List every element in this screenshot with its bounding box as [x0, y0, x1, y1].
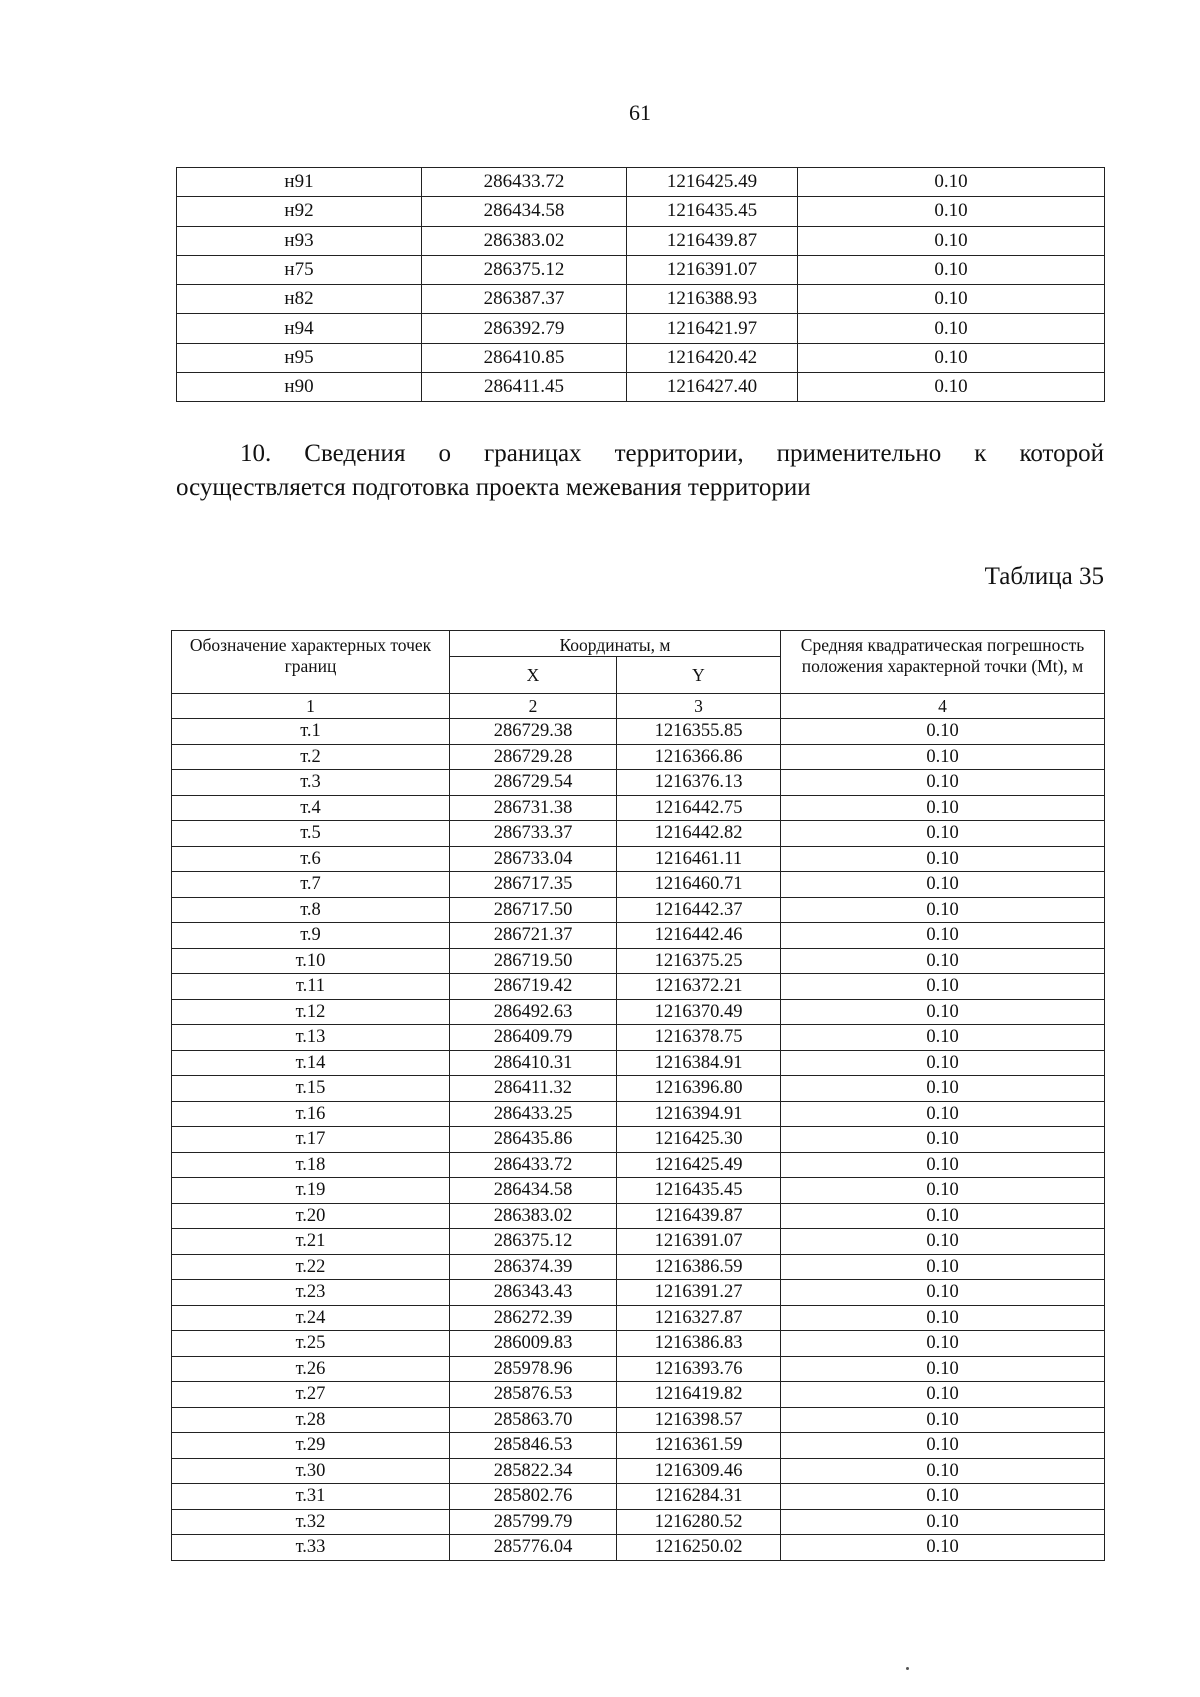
section-heading — [176, 437, 1104, 505]
table-row — [172, 1025, 1105, 1051]
table-row — [172, 999, 1105, 1025]
error-cell: 0.10 — [781, 1076, 1105, 1102]
point-name-cell: т.26 — [172, 1356, 450, 1382]
table-row — [172, 846, 1105, 872]
point-name-cell: н82 — [177, 285, 422, 314]
error-cell: 0.10 — [781, 744, 1105, 770]
point-name-cell: т.3 — [172, 770, 450, 796]
x-coordinate-cell: 286374.39 — [450, 1254, 617, 1280]
x-coordinate-cell: 286343.43 — [450, 1280, 617, 1306]
point-name-cell: н93 — [177, 226, 422, 255]
error-cell: 0.10 — [798, 314, 1105, 343]
y-coordinate-cell: 1216361.59 — [617, 1433, 781, 1459]
y-coordinate-cell: 1216439.87 — [627, 226, 798, 255]
page-number: 61 — [629, 100, 651, 125]
error-cell: 0.10 — [798, 226, 1105, 255]
error-cell: 0.10 — [781, 1025, 1105, 1051]
table-row — [177, 197, 1105, 226]
x-coordinate-cell: 286731.38 — [450, 795, 617, 821]
header-coordinates: Координаты, м — [450, 631, 781, 657]
x-coordinate-cell: 286411.32 — [450, 1076, 617, 1102]
x-coordinate-cell: 286433.72 — [422, 168, 627, 197]
x-coordinate-cell: 285846.53 — [450, 1433, 617, 1459]
error-cell: 0.10 — [781, 770, 1105, 796]
x-coordinate-cell: 286733.37 — [450, 821, 617, 847]
x-coordinate-cell: 286387.37 — [422, 285, 627, 314]
x-coordinate-cell: 286375.12 — [422, 255, 627, 284]
x-coordinate-cell: 286733.04 — [450, 846, 617, 872]
y-coordinate-cell: 1216439.87 — [617, 1203, 781, 1229]
error-cell: 0.10 — [781, 974, 1105, 1000]
table-row — [172, 1127, 1105, 1153]
point-name-cell: т.8 — [172, 897, 450, 923]
table-row — [172, 1254, 1105, 1280]
error-cell: 0.10 — [781, 719, 1105, 745]
x-coordinate-cell: 286433.72 — [450, 1152, 617, 1178]
point-name-cell: т.28 — [172, 1407, 450, 1433]
x-coordinate-cell: 286721.37 — [450, 923, 617, 949]
x-coordinate-cell: 286717.35 — [450, 872, 617, 898]
table-row — [172, 1305, 1105, 1331]
point-name-cell: т.12 — [172, 999, 450, 1025]
x-coordinate-cell: 286729.54 — [450, 770, 617, 796]
y-coordinate-cell: 1216370.49 — [617, 999, 781, 1025]
table-row — [172, 1280, 1105, 1306]
table-row — [172, 1101, 1105, 1127]
y-coordinate-cell: 1216396.80 — [617, 1076, 781, 1102]
y-coordinate-cell: 1216386.83 — [617, 1331, 781, 1357]
error-cell: 0.10 — [781, 1280, 1105, 1306]
error-cell: 0.10 — [781, 1407, 1105, 1433]
y-coordinate-cell: 1216376.13 — [617, 770, 781, 796]
y-coordinate-cell: 1216420.42 — [627, 343, 798, 372]
table-row — [177, 226, 1105, 255]
table-row — [172, 1229, 1105, 1255]
boundary-points-table-body — [172, 719, 1105, 1561]
x-coordinate-cell: 286409.79 — [450, 1025, 617, 1051]
x-coordinate-cell: 286729.38 — [450, 719, 617, 745]
error-cell: 0.10 — [781, 872, 1105, 898]
coordinates-table-continued — [176, 167, 1105, 402]
x-coordinate-cell: 286009.83 — [450, 1331, 617, 1357]
point-name-cell: т.2 — [172, 744, 450, 770]
table-row — [172, 897, 1105, 923]
point-name-cell: т.16 — [172, 1101, 450, 1127]
y-coordinate-cell: 1216391.07 — [627, 255, 798, 284]
table-row — [172, 1382, 1105, 1408]
error-cell: 0.10 — [798, 343, 1105, 372]
y-coordinate-cell: 1216442.37 — [617, 897, 781, 923]
error-cell: 0.10 — [781, 1509, 1105, 1535]
error-cell: 0.10 — [781, 1101, 1105, 1127]
x-coordinate-cell: 286435.86 — [450, 1127, 617, 1153]
point-name-cell: т.14 — [172, 1050, 450, 1076]
table-row — [172, 1484, 1105, 1510]
y-coordinate-cell: 1216391.27 — [617, 1280, 781, 1306]
y-coordinate-cell: 1216250.02 — [617, 1535, 781, 1561]
point-name-cell: т.19 — [172, 1178, 450, 1204]
x-coordinate-cell: 285876.53 — [450, 1382, 617, 1408]
y-coordinate-cell: 1216366.86 — [617, 744, 781, 770]
x-coordinate-cell: 286375.12 — [450, 1229, 617, 1255]
error-cell: 0.10 — [781, 897, 1105, 923]
point-name-cell: т.13 — [172, 1025, 450, 1051]
header-col-number-4: 4 — [781, 694, 1105, 719]
x-coordinate-cell: 286383.02 — [422, 226, 627, 255]
point-name-cell: т.27 — [172, 1382, 450, 1408]
error-cell: 0.10 — [781, 1433, 1105, 1459]
table-row — [172, 1433, 1105, 1459]
point-name-cell: н94 — [177, 314, 422, 343]
y-coordinate-cell: 1216378.75 — [617, 1025, 781, 1051]
point-name-cell: т.22 — [172, 1254, 450, 1280]
y-coordinate-cell: 1216419.82 — [617, 1382, 781, 1408]
table-row — [172, 974, 1105, 1000]
table-row — [172, 1407, 1105, 1433]
scan-speck — [906, 1667, 909, 1670]
point-name-cell: т.29 — [172, 1433, 450, 1459]
point-name-cell: т.15 — [172, 1076, 450, 1102]
table-row — [172, 872, 1105, 898]
x-coordinate-cell: 286411.45 — [422, 373, 627, 402]
point-name-cell: т.20 — [172, 1203, 450, 1229]
error-cell: 0.10 — [781, 1254, 1105, 1280]
section-heading-line-2: осуществляется подготовка проекта межевания территории — [176, 474, 811, 501]
x-coordinate-cell: 286492.63 — [450, 999, 617, 1025]
coordinates-table-body — [177, 168, 1105, 402]
error-cell: 0.10 — [781, 1382, 1105, 1408]
point-name-cell: т.32 — [172, 1509, 450, 1535]
y-coordinate-cell: 1216435.45 — [617, 1178, 781, 1204]
point-name-cell: н92 — [177, 197, 422, 226]
error-cell: 0.10 — [781, 948, 1105, 974]
point-name-cell: т.24 — [172, 1305, 450, 1331]
x-coordinate-cell: 286410.85 — [422, 343, 627, 372]
point-name-cell: т.9 — [172, 923, 450, 949]
y-coordinate-cell: 1216398.57 — [617, 1407, 781, 1433]
y-coordinate-cell: 1216442.46 — [617, 923, 781, 949]
table-row — [172, 1356, 1105, 1382]
point-name-cell: т.18 — [172, 1152, 450, 1178]
error-cell: 0.10 — [781, 795, 1105, 821]
y-coordinate-cell: 1216394.91 — [617, 1101, 781, 1127]
point-name-cell: н90 — [177, 373, 422, 402]
y-coordinate-cell: 1216309.46 — [617, 1458, 781, 1484]
y-coordinate-cell: 1216372.21 — [617, 974, 781, 1000]
error-cell: 0.10 — [781, 1050, 1105, 1076]
x-coordinate-cell: 286434.58 — [422, 197, 627, 226]
y-coordinate-cell: 1216425.30 — [617, 1127, 781, 1153]
header-col-number-3: 3 — [617, 694, 781, 719]
error-cell: 0.10 — [781, 821, 1105, 847]
y-coordinate-cell: 1216461.11 — [617, 846, 781, 872]
point-name-cell: т.7 — [172, 872, 450, 898]
error-cell: 0.10 — [781, 1484, 1105, 1510]
point-name-cell: т.31 — [172, 1484, 450, 1510]
x-coordinate-cell: 285978.96 — [450, 1356, 617, 1382]
table-row — [172, 795, 1105, 821]
table-row — [172, 1050, 1105, 1076]
y-coordinate-cell: 1216460.71 — [617, 872, 781, 898]
y-coordinate-cell: 1216391.07 — [617, 1229, 781, 1255]
y-coordinate-cell: 1216280.52 — [617, 1509, 781, 1535]
x-coordinate-cell: 286434.58 — [450, 1178, 617, 1204]
error-cell: 0.10 — [781, 846, 1105, 872]
x-coordinate-cell: 286719.50 — [450, 948, 617, 974]
table-row — [172, 923, 1105, 949]
section-heading-line-1: 10. Сведения о границах территории, применительно к которой — [240, 440, 1104, 467]
table-row — [177, 373, 1105, 402]
header-mean-square-error: Средняя квадратическая погрешность положения характерной точки (Mt), м — [781, 631, 1105, 694]
table-header — [172, 631, 1105, 719]
table-row — [172, 1535, 1105, 1561]
y-coordinate-cell: 1216427.40 — [627, 373, 798, 402]
table-row — [172, 719, 1105, 745]
y-coordinate-cell: 1216442.75 — [617, 795, 781, 821]
error-cell: 0.10 — [798, 197, 1105, 226]
error-cell: 0.10 — [798, 285, 1105, 314]
point-name-cell: т.1 — [172, 719, 450, 745]
table-row — [172, 948, 1105, 974]
table-row — [172, 770, 1105, 796]
header-col-number-1: 1 — [172, 694, 450, 719]
table-row — [172, 1509, 1105, 1535]
table-row — [172, 1458, 1105, 1484]
point-name-cell: н91 — [177, 168, 422, 197]
table-row — [172, 1331, 1105, 1357]
table-row — [177, 314, 1105, 343]
point-name-cell: т.5 — [172, 821, 450, 847]
point-name-cell: т.33 — [172, 1535, 450, 1561]
header-col-number-2: 2 — [450, 694, 617, 719]
y-coordinate-cell: 1216425.49 — [627, 168, 798, 197]
error-cell: 0.10 — [781, 1127, 1105, 1153]
y-coordinate-cell: 1216425.49 — [617, 1152, 781, 1178]
table-row — [172, 1152, 1105, 1178]
y-coordinate-cell: 1216284.31 — [617, 1484, 781, 1510]
x-coordinate-cell: 286410.31 — [450, 1050, 617, 1076]
header-y: Y — [617, 657, 781, 694]
error-cell: 0.10 — [781, 1305, 1105, 1331]
y-coordinate-cell: 1216327.87 — [617, 1305, 781, 1331]
x-coordinate-cell: 286433.25 — [450, 1101, 617, 1127]
x-coordinate-cell: 285822.34 — [450, 1458, 617, 1484]
error-cell: 0.10 — [781, 1458, 1105, 1484]
x-coordinate-cell: 285799.79 — [450, 1509, 617, 1535]
error-cell: 0.10 — [781, 1152, 1105, 1178]
point-name-cell: т.6 — [172, 846, 450, 872]
error-cell: 0.10 — [781, 1178, 1105, 1204]
y-coordinate-cell: 1216375.25 — [617, 948, 781, 974]
point-name-cell: т.23 — [172, 1280, 450, 1306]
y-coordinate-cell: 1216435.45 — [627, 197, 798, 226]
x-coordinate-cell: 286392.79 — [422, 314, 627, 343]
table-caption: Таблица 35 — [984, 563, 1104, 590]
table-row — [177, 168, 1105, 197]
point-name-cell: т.21 — [172, 1229, 450, 1255]
point-name-cell: н95 — [177, 343, 422, 372]
error-cell: 0.10 — [781, 999, 1105, 1025]
y-coordinate-cell: 1216384.91 — [617, 1050, 781, 1076]
table-row — [172, 1076, 1105, 1102]
x-coordinate-cell: 285863.70 — [450, 1407, 617, 1433]
x-coordinate-cell: 285776.04 — [450, 1535, 617, 1561]
error-cell: 0.10 — [781, 1331, 1105, 1357]
point-name-cell: т.10 — [172, 948, 450, 974]
point-name-cell: т.17 — [172, 1127, 450, 1153]
y-coordinate-cell: 1216393.76 — [617, 1356, 781, 1382]
error-cell: 0.10 — [781, 1203, 1105, 1229]
x-coordinate-cell: 286383.02 — [450, 1203, 617, 1229]
x-coordinate-cell: 286729.28 — [450, 744, 617, 770]
table-row — [177, 343, 1105, 372]
error-cell: 0.10 — [781, 1535, 1105, 1561]
table-row — [172, 821, 1105, 847]
x-coordinate-cell: 286719.42 — [450, 974, 617, 1000]
x-coordinate-cell: 285802.76 — [450, 1484, 617, 1510]
boundary-points-table — [171, 630, 1105, 1561]
error-cell: 0.10 — [781, 1356, 1105, 1382]
table-row — [177, 285, 1105, 314]
point-name-cell: т.30 — [172, 1458, 450, 1484]
error-cell: 0.10 — [781, 1229, 1105, 1255]
table-row — [177, 255, 1105, 284]
error-cell: 0.10 — [798, 255, 1105, 284]
point-name-cell: т.11 — [172, 974, 450, 1000]
y-coordinate-cell: 1216388.93 — [627, 285, 798, 314]
y-coordinate-cell: 1216386.59 — [617, 1254, 781, 1280]
error-cell: 0.10 — [781, 923, 1105, 949]
y-coordinate-cell: 1216442.82 — [617, 821, 781, 847]
point-name-cell: т.25 — [172, 1331, 450, 1357]
header-x: X — [450, 657, 617, 694]
y-coordinate-cell: 1216355.85 — [617, 719, 781, 745]
table-row — [172, 1203, 1105, 1229]
table-row — [172, 1178, 1105, 1204]
point-name-cell: н75 — [177, 255, 422, 284]
x-coordinate-cell: 286272.39 — [450, 1305, 617, 1331]
error-cell: 0.10 — [798, 168, 1105, 197]
x-coordinate-cell: 286717.50 — [450, 897, 617, 923]
table-row — [172, 744, 1105, 770]
point-name-cell: т.4 — [172, 795, 450, 821]
header-point-designation: Обозначение характерных точек границ — [172, 631, 450, 694]
y-coordinate-cell: 1216421.97 — [627, 314, 798, 343]
error-cell: 0.10 — [798, 373, 1105, 402]
